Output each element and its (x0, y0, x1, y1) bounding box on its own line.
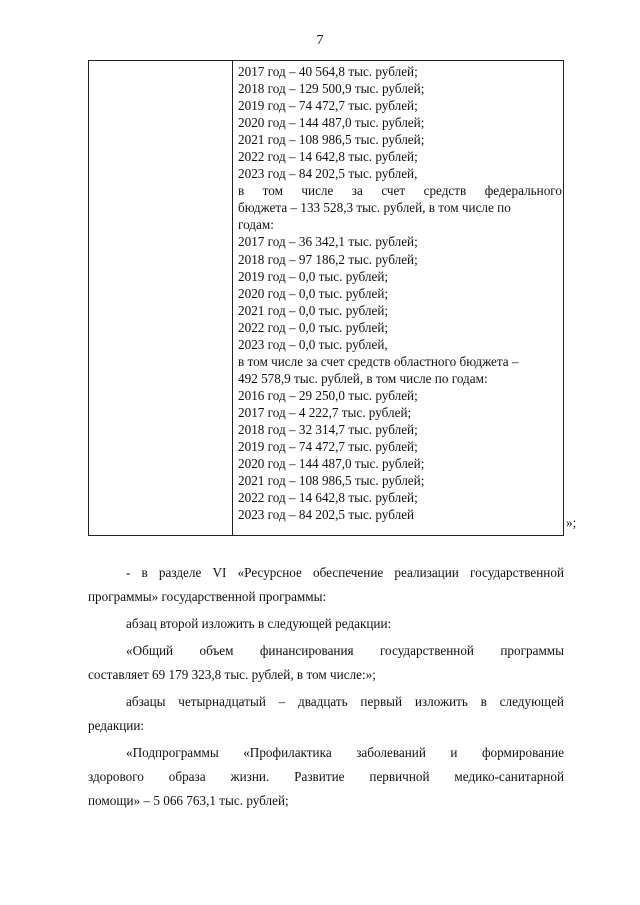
funding-line: 2023 год – 0,0 тыс. рублей, (238, 336, 388, 352)
text-line: составляет 69 179 323,8 тыс. рублей, в том числе:»; (88, 667, 376, 682)
instruction-paragraph (88, 612, 564, 636)
text-line: - в разделе VI «Ресурсное обеспечение реализации государственной (126, 565, 564, 580)
funding-line: 2020 год – 144 487,0 тыс. рублей; (238, 115, 425, 131)
funding-line: 2021 год – 108 986,5 тыс. рублей; (238, 473, 425, 489)
section-paragraph (88, 561, 564, 609)
funding-line: 2021 год – 108 986,5 тыс. рублей; (238, 132, 425, 148)
funding-line: 2019 год – 74 472,7 тыс. рублей; (238, 439, 418, 455)
funding-line: 2016 год – 29 250,0 тыс. рублей; (238, 387, 418, 403)
funding-line: 2017 год – 36 342,1 тыс. рублей; (238, 234, 418, 250)
funding-table (88, 60, 564, 536)
text-line: здорового образа жизни. Развитие первичной медико-санитарной (88, 769, 564, 784)
funding-line: 2019 год – 0,0 тыс. рублей; (238, 268, 389, 284)
funding-line: в том числе за счет средств областного бюджета – (238, 353, 519, 369)
text-line: программы» государственной программы: (88, 589, 327, 604)
funding-line: 492 578,9 тыс. рублей, в том числе по годам: (238, 370, 488, 386)
table-right-cell (238, 63, 562, 523)
funding-line: 2020 год – 144 487,0 тыс. рублей; (238, 456, 425, 472)
funding-line: 2017 год – 4 222,7 тыс. рублей; (238, 404, 412, 420)
text-line: «Общий объем финансирования государственной программы (126, 643, 564, 658)
instruction-paragraph-14-21 (88, 690, 564, 738)
funding-line: 2018 год – 129 500,9 тыс. рублей; (238, 81, 425, 97)
funding-line: 2023 год – 84 202,5 тыс. рублей (238, 507, 415, 523)
text-line: «Подпрограммы «Профилактика заболеваний и формирование (126, 745, 564, 760)
funding-line: 2023 год – 84 202,5 тыс. рублей, (238, 166, 418, 182)
funding-line: 2022 год – 14 642,8 тыс. рублей; (238, 149, 418, 165)
funding-line: годам: (238, 217, 274, 233)
text-line: помощи» – 5 066 763,1 тыс. рублей; (88, 793, 289, 808)
funding-line: 2019 год – 74 472,7 тыс. рублей; (238, 98, 418, 114)
text-line: абзац второй изложить в следующей редакции: (126, 616, 392, 631)
funding-line: 2022 год – 14 642,8 тыс. рублей; (238, 490, 418, 506)
page-number: 7 (316, 33, 324, 48)
closing-quote: »; (566, 515, 577, 530)
funding-line: 2017 год – 40 564,8 тыс. рублей; (238, 64, 418, 79)
quote-total-funding (88, 639, 564, 687)
funding-line: 2018 год – 97 186,2 тыс. рублей; (238, 251, 418, 267)
funding-line: 2018 год – 32 314,7 тыс. рублей; (238, 421, 418, 437)
funding-line: 2021 год – 0,0 тыс. рублей; (238, 302, 389, 318)
funding-line: 2022 год – 0,0 тыс. рублей; (238, 319, 389, 335)
funding-line: 2020 год – 0,0 тыс. рублей; (238, 285, 389, 301)
text-line: абзацы четырнадцатый – двадцать первый изложить в следующей (126, 694, 564, 709)
funding-line: в том числе за счет средств федерального (238, 183, 562, 199)
table-left-cell (89, 61, 233, 535)
quote-subprogram (88, 741, 564, 813)
text-line: редакции: (88, 718, 145, 733)
funding-line: бюджета – 133 528,3 тыс. рублей, в том числе по (238, 200, 511, 216)
